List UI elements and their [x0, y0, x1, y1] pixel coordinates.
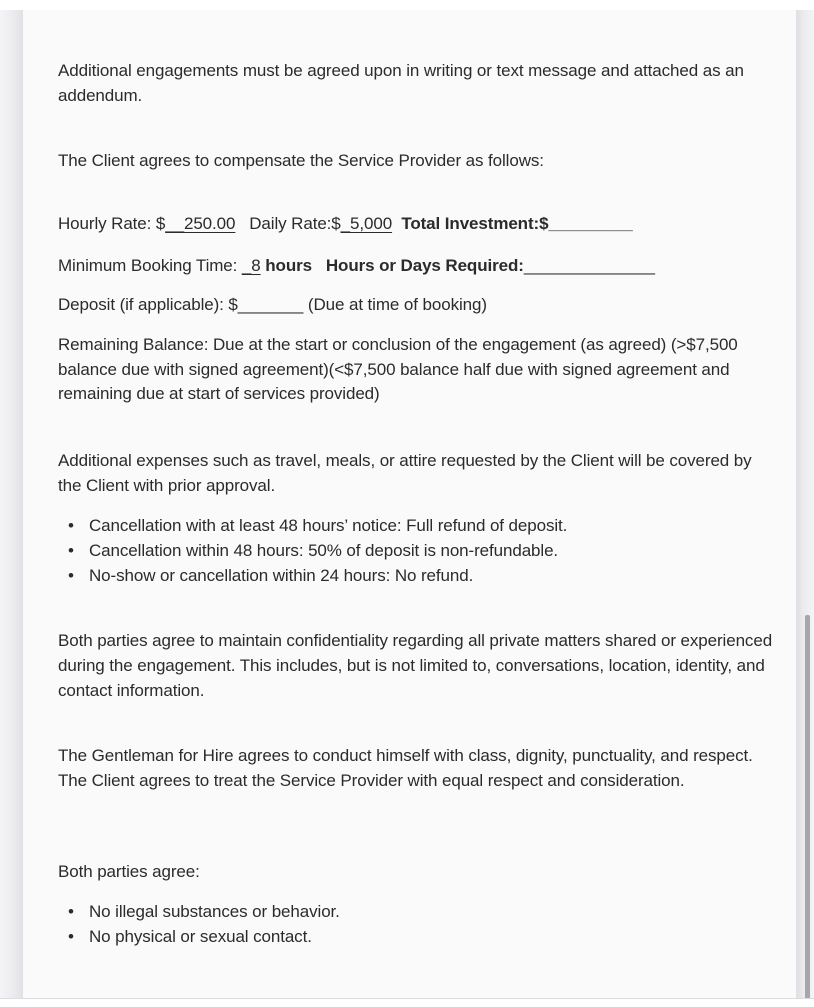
list-item-text: No-show or cancellation within 24 hours: No refund. — [89, 566, 474, 585]
deposit-value[interactable]: _______ — [237, 295, 304, 314]
remaining-balance-paragraph: Remaining Balance: Due at the start or conclusion of the engagement (as agreed) (>$7,500 balance due with signed agreement)(<$7,500 balance half due with signed agreement and remaining due at start of services provided) — [58, 335, 738, 403]
booking-line — [58, 253, 778, 278]
rates-spacer-2 — [392, 214, 401, 233]
deposit-label: Deposit (if applicable): $ — [58, 295, 238, 314]
list-item-text: Cancellation within 48 hours: 50% of deposit is non-refundable. — [89, 541, 559, 560]
list-item — [58, 563, 778, 588]
hourly-rate-value[interactable]: __250.00 — [165, 214, 236, 233]
list-item-text: No illegal substances or behavior. — [89, 902, 340, 921]
daily-rate-value[interactable]: _5,000 — [340, 214, 393, 233]
agreement-list — [58, 899, 778, 949]
cancellation-list — [58, 513, 778, 588]
total-investment-value[interactable]: _________ — [548, 214, 633, 233]
rates-line — [58, 211, 778, 236]
list-item-text: Cancellation with at least 48 hours’ notice: Full refund of deposit. — [89, 516, 568, 535]
bullet-icon: • — [68, 902, 74, 921]
hourly-rate-label: Hourly Rate: $ — [58, 214, 166, 233]
list-item-text: No physical or sexual contact. — [89, 927, 312, 946]
deposit-line — [58, 292, 778, 317]
list-item — [58, 513, 778, 538]
expenses-paragraph: Additional expenses such as travel, meals, or attire requested by the Client will be covered by the Client with prior approval. — [58, 451, 752, 495]
rates-spacer — [235, 214, 249, 233]
booking-spacer — [312, 256, 326, 275]
list-item — [58, 924, 778, 949]
deposit-note: (Due at time of booking) — [303, 295, 487, 314]
document-page — [22, 10, 797, 998]
bullet-icon: • — [68, 541, 74, 560]
daily-rate-label: Daily Rate:$ — [249, 214, 341, 233]
bullet-icon: • — [68, 927, 74, 946]
hours-days-required-value[interactable]: ______________ — [523, 256, 655, 275]
left-gutter — [0, 10, 22, 998]
list-item — [58, 538, 778, 563]
vertical-scrollbar[interactable] — [805, 615, 810, 1000]
top-band — [0, 0, 814, 10]
hours-days-required-label: Hours or Days Required: — [325, 256, 524, 275]
confidentiality-paragraph: Both parties agree to maintain confidentiality regarding all private matters shared or experienced during the engagement. This includes, but is not limited to, conversations, location, identity, and contact information. — [58, 631, 773, 700]
min-booking-unit: hours — [260, 256, 312, 275]
agreement-intro: Both parties agree: — [58, 862, 200, 881]
total-investment-label: Total Investment:$ — [401, 214, 549, 233]
bullet-icon: • — [68, 516, 74, 535]
min-booking-label: Minimum Booking Time: — [58, 256, 242, 275]
compensation-intro: The Client agrees to compensate the Service Provider as follows: — [58, 151, 544, 170]
list-item — [58, 899, 778, 924]
bullet-icon: • — [68, 566, 74, 585]
conduct-paragraph: The Gentleman for Hire agrees to conduct himself with class, dignity, punctuality, and respect. The Client agrees to treat the Service Provider with equal respect and consideration. — [58, 746, 753, 790]
addendum-paragraph: Additional engagements must be agreed upon in writing or text message and attached as an addendum. — [58, 61, 744, 105]
min-booking-value[interactable]: _8 — [241, 256, 261, 275]
